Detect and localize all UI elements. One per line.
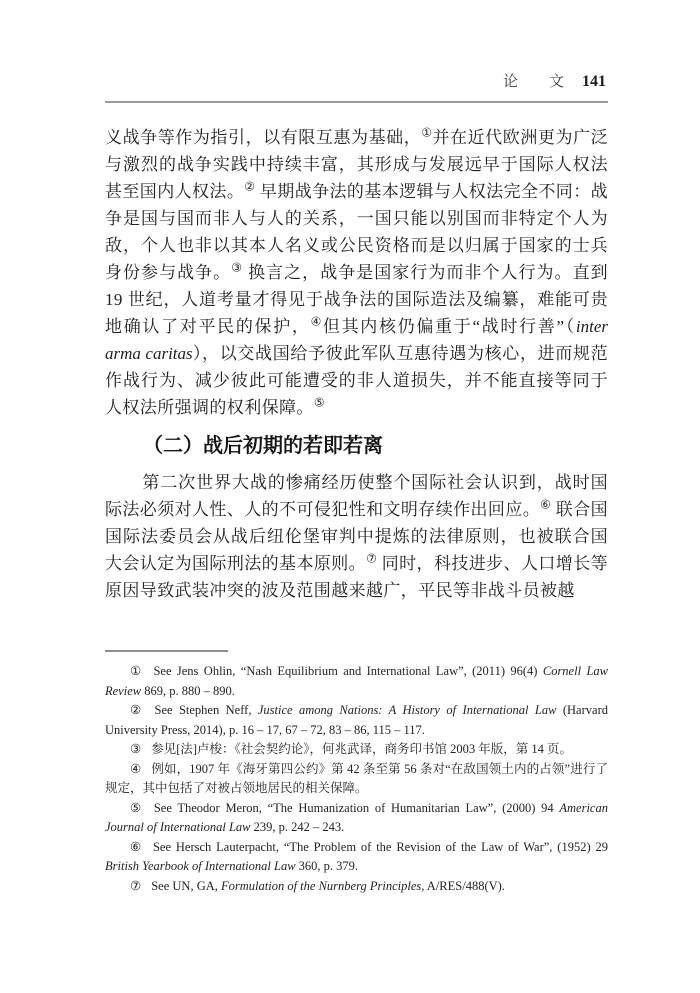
text-run: 但其内核仍偏重于“战时行善”（ xyxy=(322,317,576,336)
text-run: , A/RES/488(V). xyxy=(421,878,505,893)
text-run: 第二次世界大战的惨痛经历使整个国际社会认识到，战时国际法必须对人性、人的不可侵犯性和文明存续作出回应。 xyxy=(105,473,608,519)
footnote-item xyxy=(105,740,608,760)
text-run: 869, p. 880 – 890. xyxy=(141,683,235,698)
body-paragraph-2 xyxy=(105,469,608,604)
text-run: 239, p. 242 – 243. xyxy=(250,820,345,834)
footnote-separator xyxy=(105,650,228,652)
footnote-ref-marker: ⑦ xyxy=(366,551,378,566)
footnote-number: ① xyxy=(130,664,144,678)
text-run: 义战争等作为指引，以有限互惠为基础， xyxy=(105,128,422,147)
text-run: Cornell Law Review xyxy=(105,664,608,698)
text-run: 换言之，战争是国家行为而非个人行为。直到 19 世纪，人道考量才得见于战争法的国际造法及编纂，难能可贵地确认了对平民的保护， xyxy=(105,263,609,336)
footnote-ref-marker: ② xyxy=(244,179,256,194)
running-head: 论 文 xyxy=(502,74,572,90)
text-run: See Stephen Neff, xyxy=(154,703,258,717)
text-run: inter arma caritas xyxy=(105,317,609,363)
text-run: 参见[法]卢梭：《社会契约论》，何兆武译，商务印书馆 2003 年版，第 14 页。 xyxy=(151,742,573,756)
footnote-number: ④ xyxy=(130,761,142,776)
text-run: (Harvard University Press, 2014), p. 16 – 17, 67 – 72, 83 – 86, 115 – 117. xyxy=(105,703,608,737)
text-run: 早期战争法的基本逻辑与人权法完全不同：战争是国与国而非人与人的关系，一国只能以别国而非特定个人为敌，个人也非以其本人名义或公民资格而是以归属于国家的士兵身份参与战争。 xyxy=(105,182,609,282)
text-run: See Jens Ohlin, “Nash Equilibrium and International Law”, (2011) 96(4) xyxy=(153,664,543,678)
page-number: 141 xyxy=(582,73,606,90)
footnote-ref-marker: ③ xyxy=(231,260,243,275)
footnote-ref-marker: ⑤ xyxy=(313,395,325,410)
footnote-ref-marker: ④ xyxy=(310,314,323,329)
footnote-ref-marker: ⑥ xyxy=(540,497,552,512)
footnote-item xyxy=(105,760,608,799)
text-run: American Journal of International Law xyxy=(105,800,608,834)
footnote-number: ⑥ xyxy=(130,839,143,854)
text-run: 并在近代欧洲更为广泛与激烈的战争实践中持续丰富，其形成与发展远早于国际人权法甚至国内人权法。 xyxy=(105,128,609,201)
header-rule xyxy=(105,101,608,103)
text-run: See Theodor Meron, “The Humanization of Humanitarian Law”, (2000) 94 xyxy=(153,800,560,815)
text-run: See Hersch Lauterpacht, “The Problem of the Revision of the Law of War”, (1952) 29 xyxy=(152,839,608,854)
text-run: 同时，科技进步、人口增长等原因导致武装冲突的波及范围越来越广，平民等非战斗员被越 xyxy=(105,554,609,600)
footnote-number: ② xyxy=(130,703,145,717)
footnote-item xyxy=(105,877,608,897)
text-run: Justice among Nations: A History of International Law xyxy=(257,703,557,717)
footnote-item xyxy=(105,838,608,877)
text-run: 联合国国际法委员会从战后纽伦堡审判中提炼的法律原则，也被联合国大会认定为国际刑法的基本原则。 xyxy=(105,500,609,573)
footnote-number: ③ xyxy=(130,742,142,756)
footnote-ref-marker: ① xyxy=(421,125,433,140)
text-run: British Yearbook of International Law xyxy=(105,859,296,873)
footnote-item xyxy=(105,799,608,838)
footnote-item xyxy=(105,662,608,701)
footnotes xyxy=(105,662,608,896)
text-run: See UN, GA, xyxy=(151,878,222,893)
footnote-item xyxy=(105,701,608,740)
text-run: ），以交战国给予彼此军队互惠待遇为核心，进而规范作战行为、减少彼此可能遭受的非人道损失，并不能直接等同于人权法所强调的权利保障。 xyxy=(105,344,608,417)
footnote-number: ⑦ xyxy=(130,878,142,893)
text-run: Formulation of the Nurnberg Principles xyxy=(221,878,422,893)
section-heading: （二）战后初期的若即若离 xyxy=(143,435,383,457)
text-run: 360, p. 379. xyxy=(295,859,359,873)
body-paragraph-1 xyxy=(105,124,608,421)
article-body xyxy=(105,124,608,604)
footnote-number: ⑤ xyxy=(130,800,144,815)
text-run: 例如，1907 年《海牙第四公约》第 42 条至第 56 条对“在敌国领土内的占领”进行了规定，其中包括了对被占领地居民的相关保障。 xyxy=(105,761,608,795)
page-header xyxy=(503,70,606,91)
